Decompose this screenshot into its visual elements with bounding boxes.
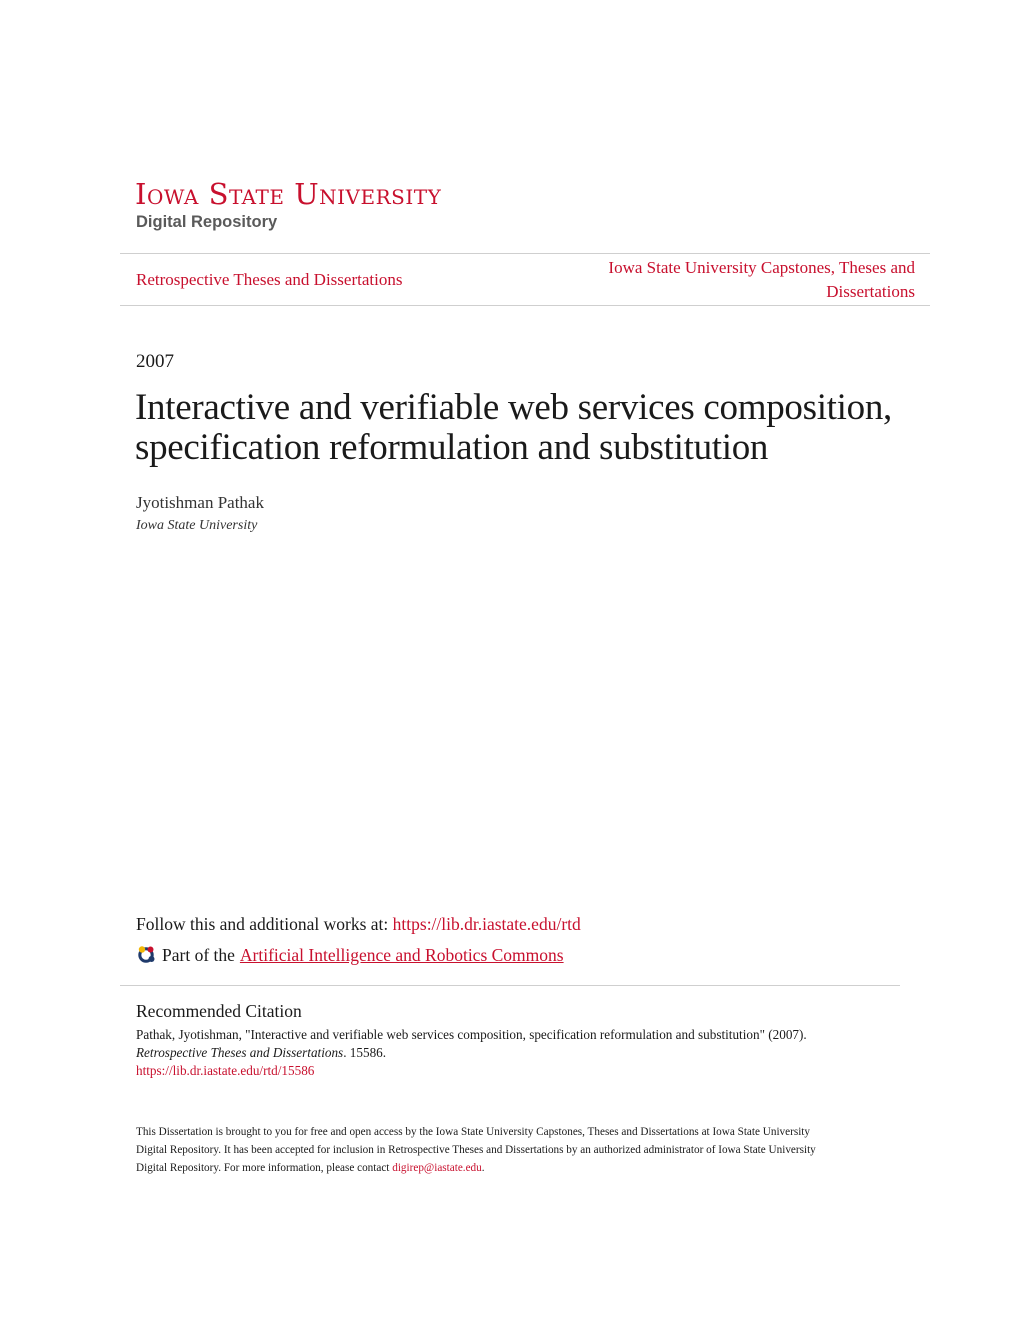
network-commons-icon	[136, 945, 156, 965]
commons-link[interactable]: Artificial Intelligence and Robotics Commons	[239, 945, 564, 965]
divider-top	[120, 253, 930, 254]
paper-title	[135, 388, 915, 468]
university-logo	[135, 176, 441, 212]
citation-url-link[interactable]: https://lib.dr.iastate.edu/rtd/15586	[136, 1063, 315, 1078]
access-note	[136, 1123, 896, 1177]
paper-title-line2: specification reformulation and substitution	[135, 427, 769, 468]
paper-title-line1: Interactive and verifiable web services composition,	[135, 387, 892, 428]
citation-text: Pathak, Jyotishman, "Interactive and verifiable web services composition, specification reformulation and substitution" (2007).	[136, 1027, 807, 1042]
university-name: Iowa State University	[135, 177, 442, 211]
parent-collection-link[interactable]	[515, 256, 915, 304]
access-note-line3-suffix: .	[481, 1162, 485, 1174]
citation-heading: Recommended Citation	[136, 1001, 302, 1021]
part-of-line	[136, 943, 564, 967]
citation-number: . 15586.	[343, 1045, 387, 1060]
follow-url-link[interactable]: https://lib.dr.iastate.edu/rtd	[392, 914, 581, 934]
divider-citation	[120, 985, 900, 986]
author-affiliation: Iowa State University	[136, 518, 258, 533]
parent-collection-line2: Dissertations	[826, 282, 915, 301]
author-name: Jyotishman Pathak	[136, 493, 264, 512]
citation-series: Retrospective Theses and Dissertations	[136, 1045, 344, 1060]
citation-series-line	[136, 1044, 386, 1062]
publication-year: 2007	[136, 351, 174, 372]
divider-bottom	[120, 305, 930, 306]
access-note-line1: This Dissertation is brought to you for free and open access by the Iowa State University Capstones, Theses and Dissertations at Iowa State University	[136, 1126, 811, 1138]
contact-email-link[interactable]: digirep@iastate.edu	[392, 1162, 482, 1174]
part-prefix: Part of the	[162, 945, 235, 965]
access-note-line3-prefix: Digital Repository. For more information, please contact	[136, 1162, 390, 1174]
collection-link[interactable]: Retrospective Theses and Dissertations	[136, 270, 403, 289]
follow-line	[136, 912, 581, 936]
parent-collection-line1: Iowa State University Capstones, Theses and	[608, 258, 915, 277]
access-note-line3	[136, 1159, 896, 1177]
follow-prefix: Follow this and additional works at:	[136, 914, 389, 934]
access-note-line2: Digital Repository. It has been accepted for inclusion in Retrospective Theses and Dissertations by an authorized administrator of Iowa State University	[136, 1144, 816, 1156]
repository-name: Digital Repository	[136, 213, 278, 231]
